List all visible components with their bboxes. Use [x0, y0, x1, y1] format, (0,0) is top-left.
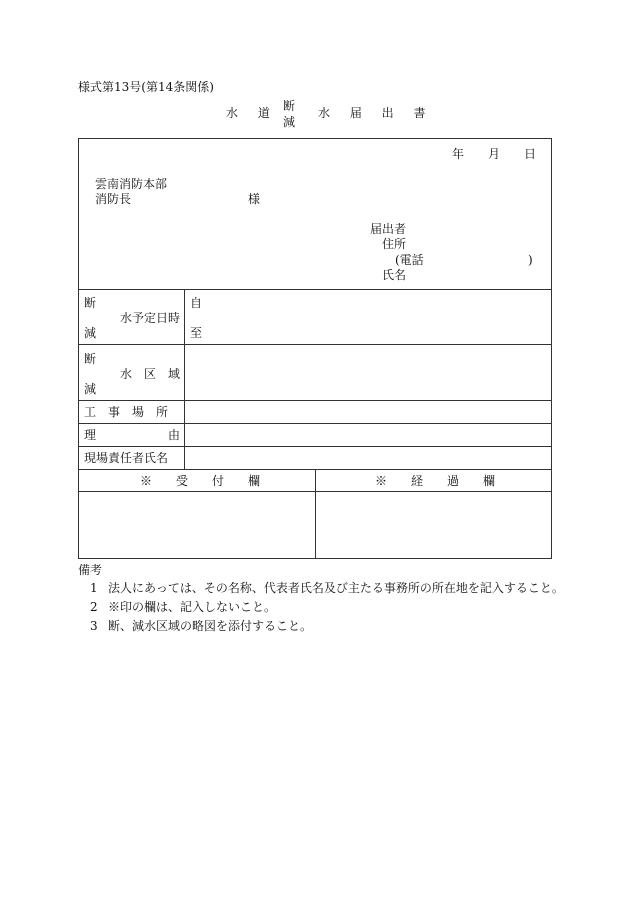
schedule-bottom-char: 減	[84, 326, 97, 340]
reason-label-right: 由	[168, 428, 181, 442]
addressee-title: 消防長	[95, 192, 132, 206]
rule-header-bottom	[78, 289, 552, 290]
schedule-top-char: 断	[84, 296, 97, 310]
progress-column-header: ※ 経 過 欄	[375, 474, 496, 488]
title-stack	[283, 98, 295, 130]
schedule-to-label: 至	[190, 326, 203, 340]
name-label: 氏名	[382, 268, 407, 282]
rule-schedule-bottom	[78, 344, 552, 345]
notes-heading: 備考	[78, 563, 103, 577]
note-number: 1	[90, 581, 98, 595]
note-text: ※印の欄は、記入しないこと。	[108, 600, 277, 614]
title-stack-bottom: 減	[283, 115, 296, 129]
applicant-label: 届出者	[370, 222, 407, 236]
title-prefix: 水 道	[226, 106, 278, 120]
honorific: 様	[248, 192, 261, 206]
site-label: 工 事 場 所	[84, 405, 169, 419]
note-text: 断、減水区域の略図を添付すること。	[108, 619, 313, 633]
area-label: 水 区 域	[120, 367, 181, 381]
form-number: 様式第13号(第14条関係)	[78, 80, 214, 94]
date-year-label: 年	[452, 147, 465, 161]
rule-footer-divider	[315, 469, 316, 559]
note-number: 3	[90, 619, 98, 633]
phone-open: (電話	[395, 253, 424, 267]
schedule-label: 水予定日時	[120, 311, 181, 325]
area-bottom-char: 減	[84, 382, 97, 396]
reason-label-left: 理	[84, 428, 97, 442]
rule-label-column	[184, 289, 185, 469]
title-stack-top: 断	[283, 99, 296, 113]
address-label: 住所	[382, 237, 407, 251]
reception-column-header: ※ 受 付 欄	[140, 474, 261, 488]
rule-reason-bottom	[78, 446, 552, 447]
note-text: 法人にあっては、その名称、代表者氏名及び主たる事務所の所在地を記入すること。	[108, 581, 564, 595]
schedule-from-label: 自	[190, 296, 203, 310]
note-number: 2	[90, 600, 98, 614]
manager-label: 現場責任者氏名	[84, 451, 169, 465]
rule-site-bottom	[78, 423, 552, 424]
title-suffix: 水 届 出 書	[318, 106, 434, 120]
rule-area-bottom	[78, 400, 552, 401]
date-day-label: 日	[524, 147, 537, 161]
date-month-label: 月	[488, 147, 501, 161]
addressee-org: 雲南消防本部	[95, 177, 168, 191]
area-top-char: 断	[84, 352, 97, 366]
phone-close: )	[528, 253, 533, 267]
